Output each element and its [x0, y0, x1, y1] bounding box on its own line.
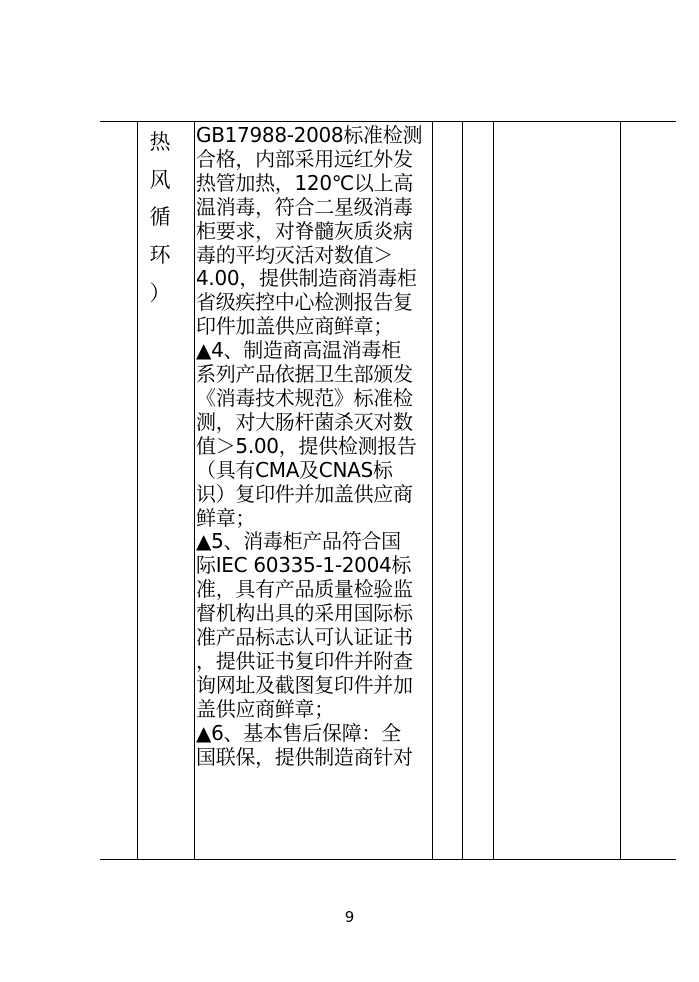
- text-line: 柜要求，对脊髓灰质炎病: [196, 218, 413, 243]
- text-line: ，提供证书复印件并附查: [196, 648, 413, 673]
- text-line: 准，具有产品质量检验监: [196, 577, 413, 602]
- text-line: ▲5、消毒柜产品符合国: [196, 529, 401, 554]
- table-column-divider: [194, 121, 195, 860]
- text-line: ▲4、制造商高温消毒柜: [196, 338, 401, 363]
- table-column-divider: [620, 121, 621, 860]
- text-line: GB17988-2008标准检测: [196, 123, 423, 147]
- category-cell: [146, 124, 174, 313]
- table-column-divider: [137, 121, 138, 860]
- table-column-divider: [462, 121, 463, 860]
- text-line: 省级疾控中心检测报告复: [196, 290, 413, 315]
- text-line: ▲6、基本售后保障：全: [196, 720, 401, 745]
- text-line: 值＞5.00，提供检测报告: [196, 433, 417, 458]
- text-line: 毒的平均灭活对数值＞: [196, 242, 393, 267]
- text-line: 询网址及截图复印件并加: [196, 672, 413, 697]
- text-line: 鲜章；: [196, 505, 256, 530]
- text-line: 《消毒技术规范》标准检: [196, 385, 413, 410]
- text-line: 温消毒，符合二星级消毒: [196, 194, 413, 219]
- text-line: （具有CMA及CNAS标: [196, 457, 393, 482]
- category-char: 循: [149, 205, 171, 230]
- text-line: 督机构出具的采用国际标: [196, 601, 413, 626]
- category-char: 环: [149, 243, 171, 268]
- text-line: 准产品标志认可认证证书: [196, 625, 413, 650]
- table-bottom-border: [100, 859, 676, 860]
- text-line: 测，对大肠杆菌杀灭对数: [196, 409, 413, 434]
- text-line: 合格，内部采用远红外发: [196, 146, 413, 171]
- text-line: 印件加盖供应商鲜章；: [196, 314, 393, 339]
- text-line: 识）复印件并加盖供应商: [196, 481, 413, 506]
- text-line: 4.00，提供制造商消毒柜: [196, 266, 417, 291]
- text-line: 系列产品依据卫生部颁发: [196, 362, 413, 387]
- text-line: 国联保，提供制造商针对: [196, 744, 413, 769]
- requirements-cell: [196, 124, 436, 769]
- category-char: ）: [149, 280, 171, 305]
- text-line: 盖供应商鲜章；: [196, 696, 334, 721]
- text-line: 际IEC 60335-1-2004标: [196, 553, 412, 578]
- category-char: 热: [149, 130, 171, 154]
- table-top-border: [100, 121, 676, 122]
- text-line: 热管加热，120℃以上高: [196, 170, 414, 195]
- table-column-divider: [493, 121, 494, 860]
- category-char: 风: [149, 167, 171, 192]
- page-number: 9: [344, 908, 355, 926]
